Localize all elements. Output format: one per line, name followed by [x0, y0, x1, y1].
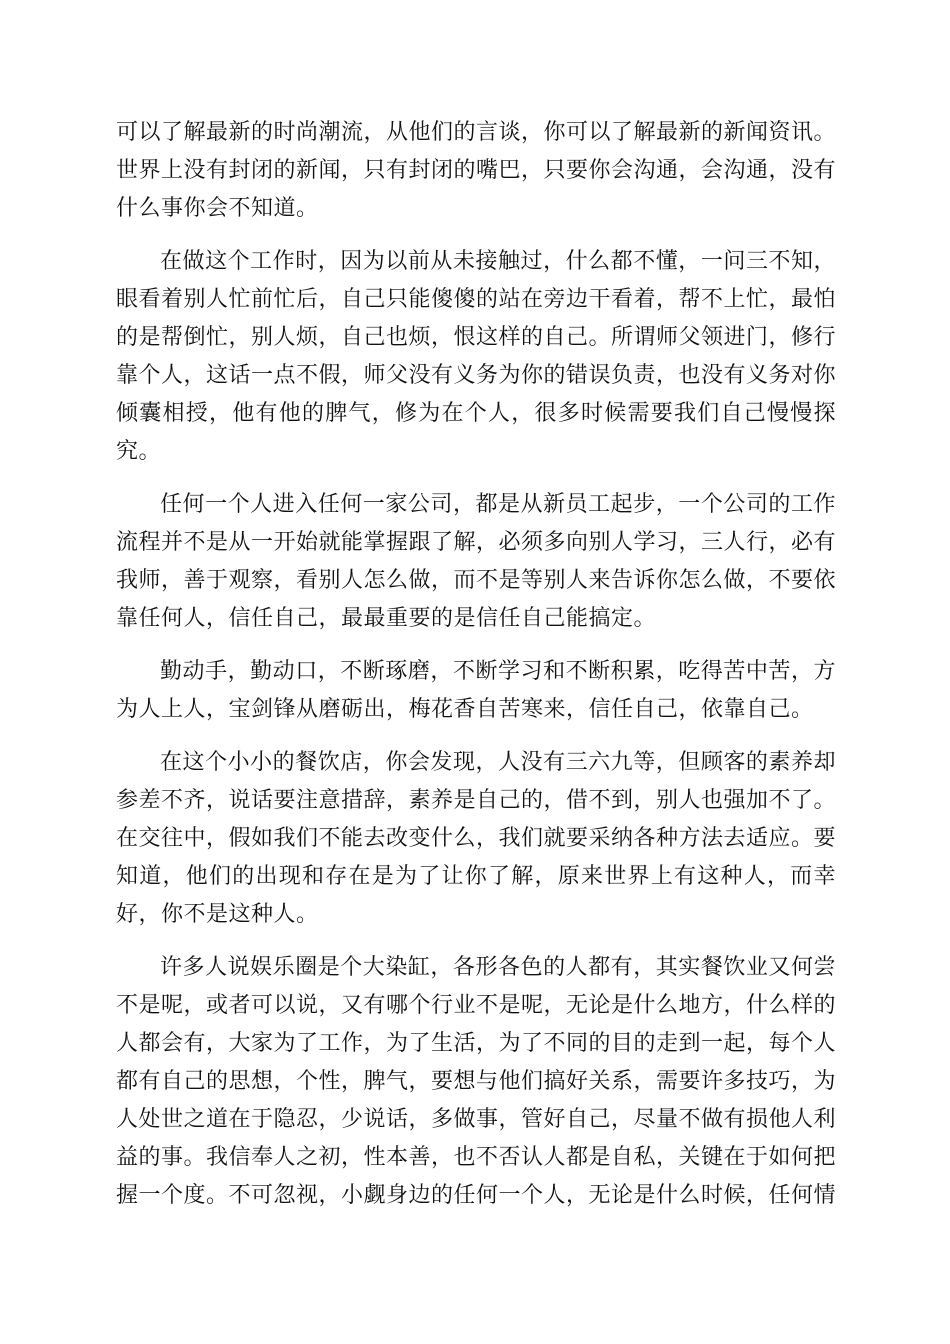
paragraph: 许多人说娱乐圈是个大染缸，各形各色的人都有，其实餐饮业又何尝不是呢，或者可以说，又有哪个行业不是呢，无论是什么地方，什么样的人都会有，大家为了工作，为了生活，为了不同的目的走到一起，每个人都有自己的思想，个性，脾气，要想与他们搞好关系，需要许多技巧，为人处世之道在于隐忍，少说话，多做事，管好自己，尽量不做有损他人利益的事。我信奉人之初，性本善，也不否认人都是自私，关键在于如何把握一个度。不可忽视，小觑身边的任何一个人，无论是什么时候，任何情: [116, 955, 837, 1208]
paragraph: 任何一个人进入任何一家公司，都是从新员工起步，一个公司的工作流程并不是从一开始就能掌握跟了解，必须多向别人学习，三人行，必有我师，善于观察，看别人怎么做，而不是等别人来告诉你怎么做，不要依靠任何人，信任自己，最最重要的是信任自己能搞定。: [116, 492, 837, 631]
paragraph: 在做这个工作时，因为以前从未接触过，什么都不懂，一问三不知，眼看着别人忙前忙后，自己只能傻傻的站在旁边干看着，帮不上忙，最怕的是帮倒忙，别人烦，自己也烦，恨这样的自己。所谓师父领进门，修行靠个人，这话一点不假，师父没有义务为你的错误负责，也没有义务对你倾囊相授，他有他的脾气，修为在个人，很多时候需要我们自己慢慢探究。: [116, 249, 837, 464]
paragraph-continued: 可以了解最新的时尚潮流，从他们的言谈，你可以了解最新的新闻资讯。世界上没有封闭的新闻，只有封闭的嘴巴，只要你会沟通，会沟通，没有什么事你会不知道。: [116, 120, 837, 221]
document-body: [116, 114, 836, 1230]
paragraph: 勤动手，勤动口，不断琢磨，不断学习和不断积累，吃得苦中苦，方为人上人，宝剑锋从磨砺出，梅花香自苦寒来，信任自己，依靠自己。: [116, 659, 836, 722]
paragraph: 在这个小小的餐饮店，你会发现，人没有三六九等，但顾客的素养却参差不齐，说话要注意措辞，素养是自己的，借不到，别人也强加不了。在交往中，假如我们不能去改变什么，我们就要采纳各种方法去适应。要知道，他们的出现和存在是为了让你了解，原来世界上有这种人，而幸好，你不是这种人。: [116, 750, 837, 927]
